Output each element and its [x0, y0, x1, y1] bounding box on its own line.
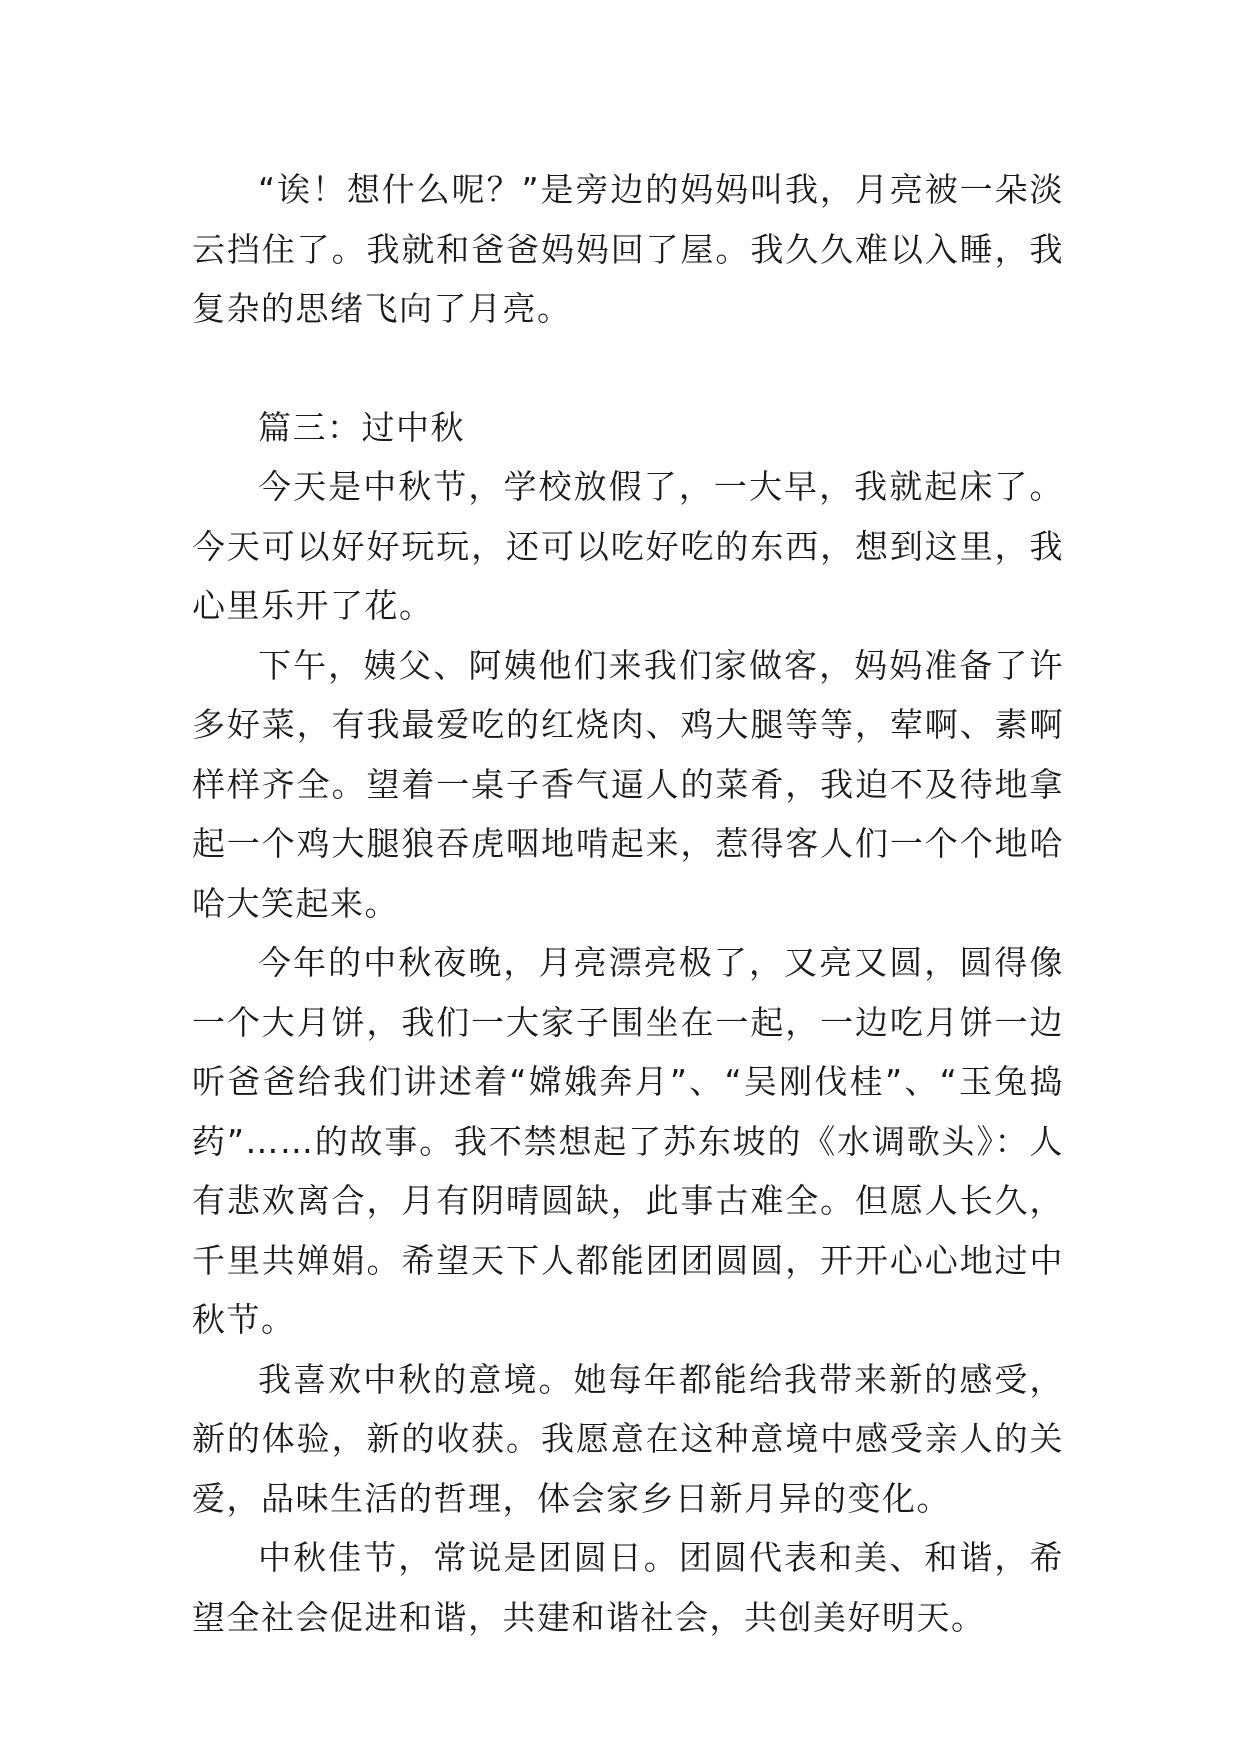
essay-title: 篇三：过中秋 [258, 407, 465, 447]
paragraph: 我喜欢中秋的意境。她每年都能给我带来新的感受，新的体验，新的收获。我愿意在这种意境中感受亲人的关爱，品味生活的哲理，体会家乡日新月异的变化。 [192, 1359, 1064, 1518]
paragraph: 今天是中秋节，学校放假了，一大早，我就起床了。今天可以好好玩玩，还可以吃好吃的东西，想到这里，我心里乐开了花。 [192, 467, 1064, 625]
paragraph: 中秋佳节，常说是团圆日。团圆代表和美、和谐，希望全社会促进和谐，共建和谐社会，共创美好明天。 [192, 1538, 1064, 1637]
paragraph: 下午，姨父、阿姨他们来我们家做客，妈妈准备了许多好菜，有我最爱吃的红烧肉、鸡大腿等等，荤啊、素啊样样齐全。望着一桌子香气逼人的菜肴，我迫不及待地拿起一个鸡大腿狼吞虎咽地啃起来，惹得客人们一个个地哈哈大笑起来。 [192, 645, 1064, 923]
paragraph: 今年的中秋夜晚，月亮漂亮极了，又亮又圆，圆得像一个大月饼，我们一大家子围坐在一起，一边吃月饼一边听爸爸给我们讲述着“嫦娥奔月”、“吴刚伐桂”、“玉兔捣药”……的故事。我不禁想起了苏东坡的《水调歌头》：人有悲欢离合，月有阴晴圆缺，此事古难全。但愿人长久，千里共婵娟。希望天下人都能团团圆圆，开开心心地过中秋节。 [192, 943, 1064, 1339]
document-body [192, 160, 1064, 1647]
paragraph-ending-previous-essay: “诶！想什么呢？”是旁边的妈妈叫我，月亮被一朵淡云挡住了。我就和爸爸妈妈回了屋。我久久难以入睡，我复杂的思绪飞向了月亮。 [192, 170, 1064, 328]
